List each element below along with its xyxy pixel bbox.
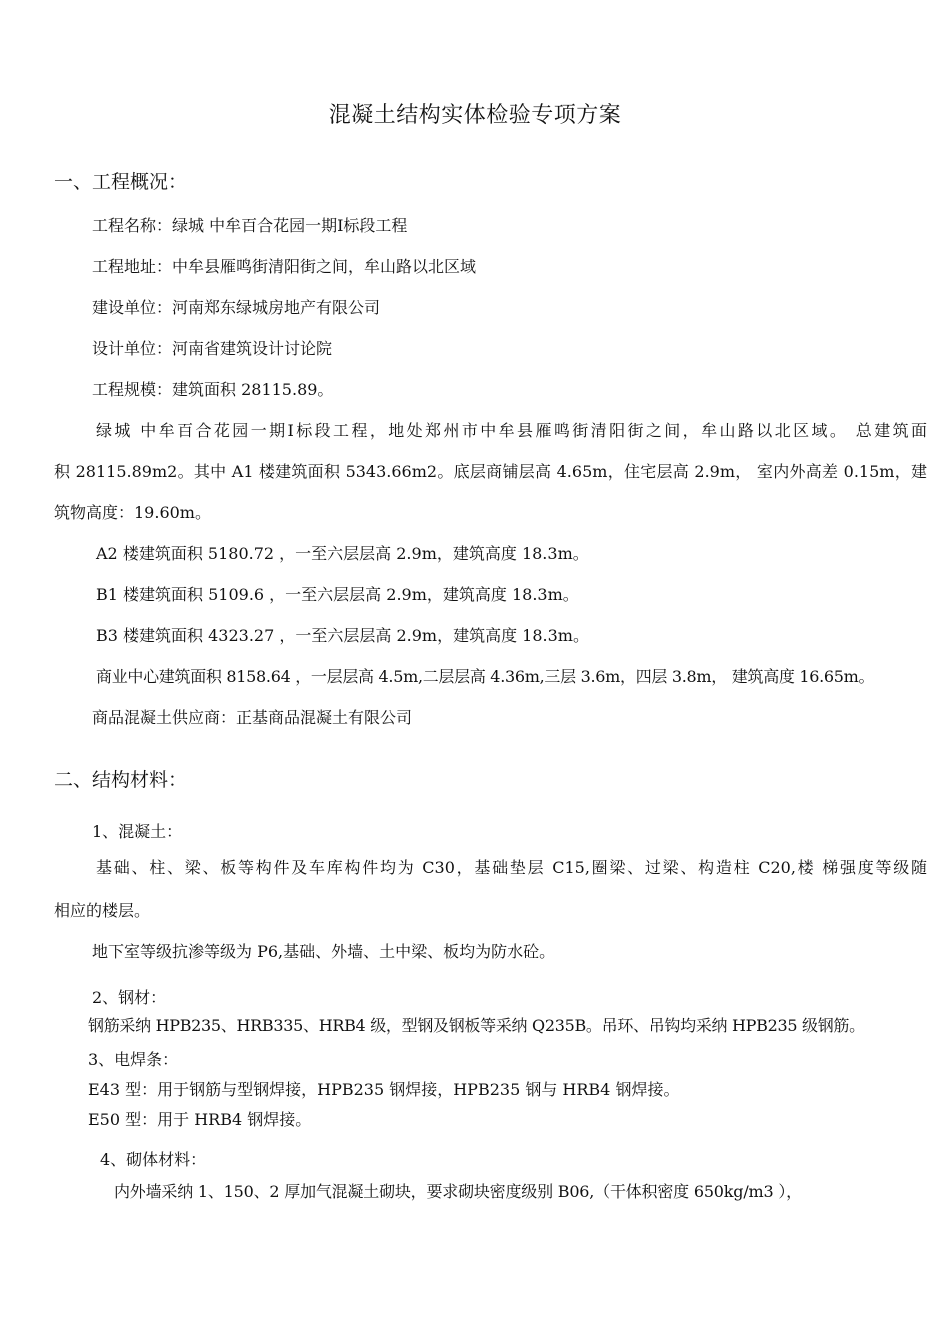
project-address: 工程地址：中牟县雁鸣街清阳街之间，牟山路以北区域 bbox=[92, 257, 477, 276]
building-b1: B1 楼建筑面积 5109.6 ，一至六层层高 2.9m，建筑高度 18.3m。 bbox=[96, 585, 579, 604]
document-title: 混凝土结构实体检验专项方案 bbox=[328, 103, 622, 128]
overview-line-1: 绿城 中牟百合花园一期Ⅰ标段工程，地处郑州市中牟县雁鸣街清阳街之间，牟山路以北区域。 总建筑面 bbox=[96, 421, 927, 440]
project-scale: 工程规模：建筑面积 28115.89。 bbox=[92, 380, 334, 399]
building-a2: A2 楼建筑面积 5180.72 ，一至六层层高 2.9m，建筑高度 18.3m。 bbox=[96, 544, 589, 563]
section2-heading: 二、结构材料： bbox=[54, 769, 188, 791]
electrode-e43: E43 型：用于钢筋与型钢焊接，HPB235 钢焊接，HPB235 钢与 HRB4 钢焊接。 bbox=[88, 1080, 680, 1099]
concrete-line-1: 基础、柱、梁、板等构件及车库构件均为 C30，基础垫层 C15,圈梁、过梁、构造柱 C20,楼 梯强度等级随 bbox=[96, 858, 927, 877]
overview-line-3: 筑物高度：19.60m。 bbox=[54, 503, 211, 522]
design-unit: 设计单位：河南省建筑设计讨论院 bbox=[92, 339, 333, 358]
masonry-title: 4、砌体材料： bbox=[100, 1150, 207, 1169]
section1-heading: 一、工程概况： bbox=[54, 171, 188, 193]
steel-text: 钢筋采纳 HPB235、HRB335、HRB4 级，型钢及钢板等采纳 Q235B。吊环、吊钩均采纳 HPB235 级钢筋。 bbox=[88, 1016, 865, 1035]
steel-title: 2、钢材： bbox=[92, 988, 167, 1007]
concrete-supplier: 商品混凝土供应商：正基商品混凝土有限公司 bbox=[92, 708, 413, 727]
concrete-title: 1、混凝土： bbox=[92, 822, 183, 841]
construction-unit: 建设单位：河南郑东绿城房地产有限公司 bbox=[92, 298, 381, 317]
overview-line-2: 积 28115.89m2。其中 A1 楼建筑面积 5343.66m2。底层商铺层高 4.65m，住宅层高 2.9m， 室内外高差 0.15m，建 bbox=[54, 462, 927, 481]
project-name: 工程名称：绿城 中牟百合花园一期Ⅰ标段工程 bbox=[92, 216, 408, 235]
concrete-basement: 地下室等级抗渗等级为 P6,基础、外墙、土中梁、板均为防水砼。 bbox=[92, 942, 556, 961]
electrode-title: 3、电焊条： bbox=[88, 1050, 179, 1069]
masonry-text: 内外墙采纳 1、150、2 厚加气混凝土砌块，要求砌块密度级别 B06,（干体积密度 650kg/m3 ）， bbox=[114, 1182, 802, 1201]
electrode-e50: E50 型：用于 HRB4 钢焊接。 bbox=[88, 1110, 312, 1129]
commercial-center: 商业中心建筑面积 8158.64 ，一层层高 4.5m,二层层高 4.36m,三层 3.6m，四层 3.8m， 建筑高度 16.65m。 bbox=[96, 667, 875, 686]
building-b3: B3 楼建筑面积 4323.27 ，一至六层层高 2.9m，建筑高度 18.3m。 bbox=[96, 626, 589, 645]
concrete-line-2: 相应的楼层。 bbox=[54, 901, 151, 920]
